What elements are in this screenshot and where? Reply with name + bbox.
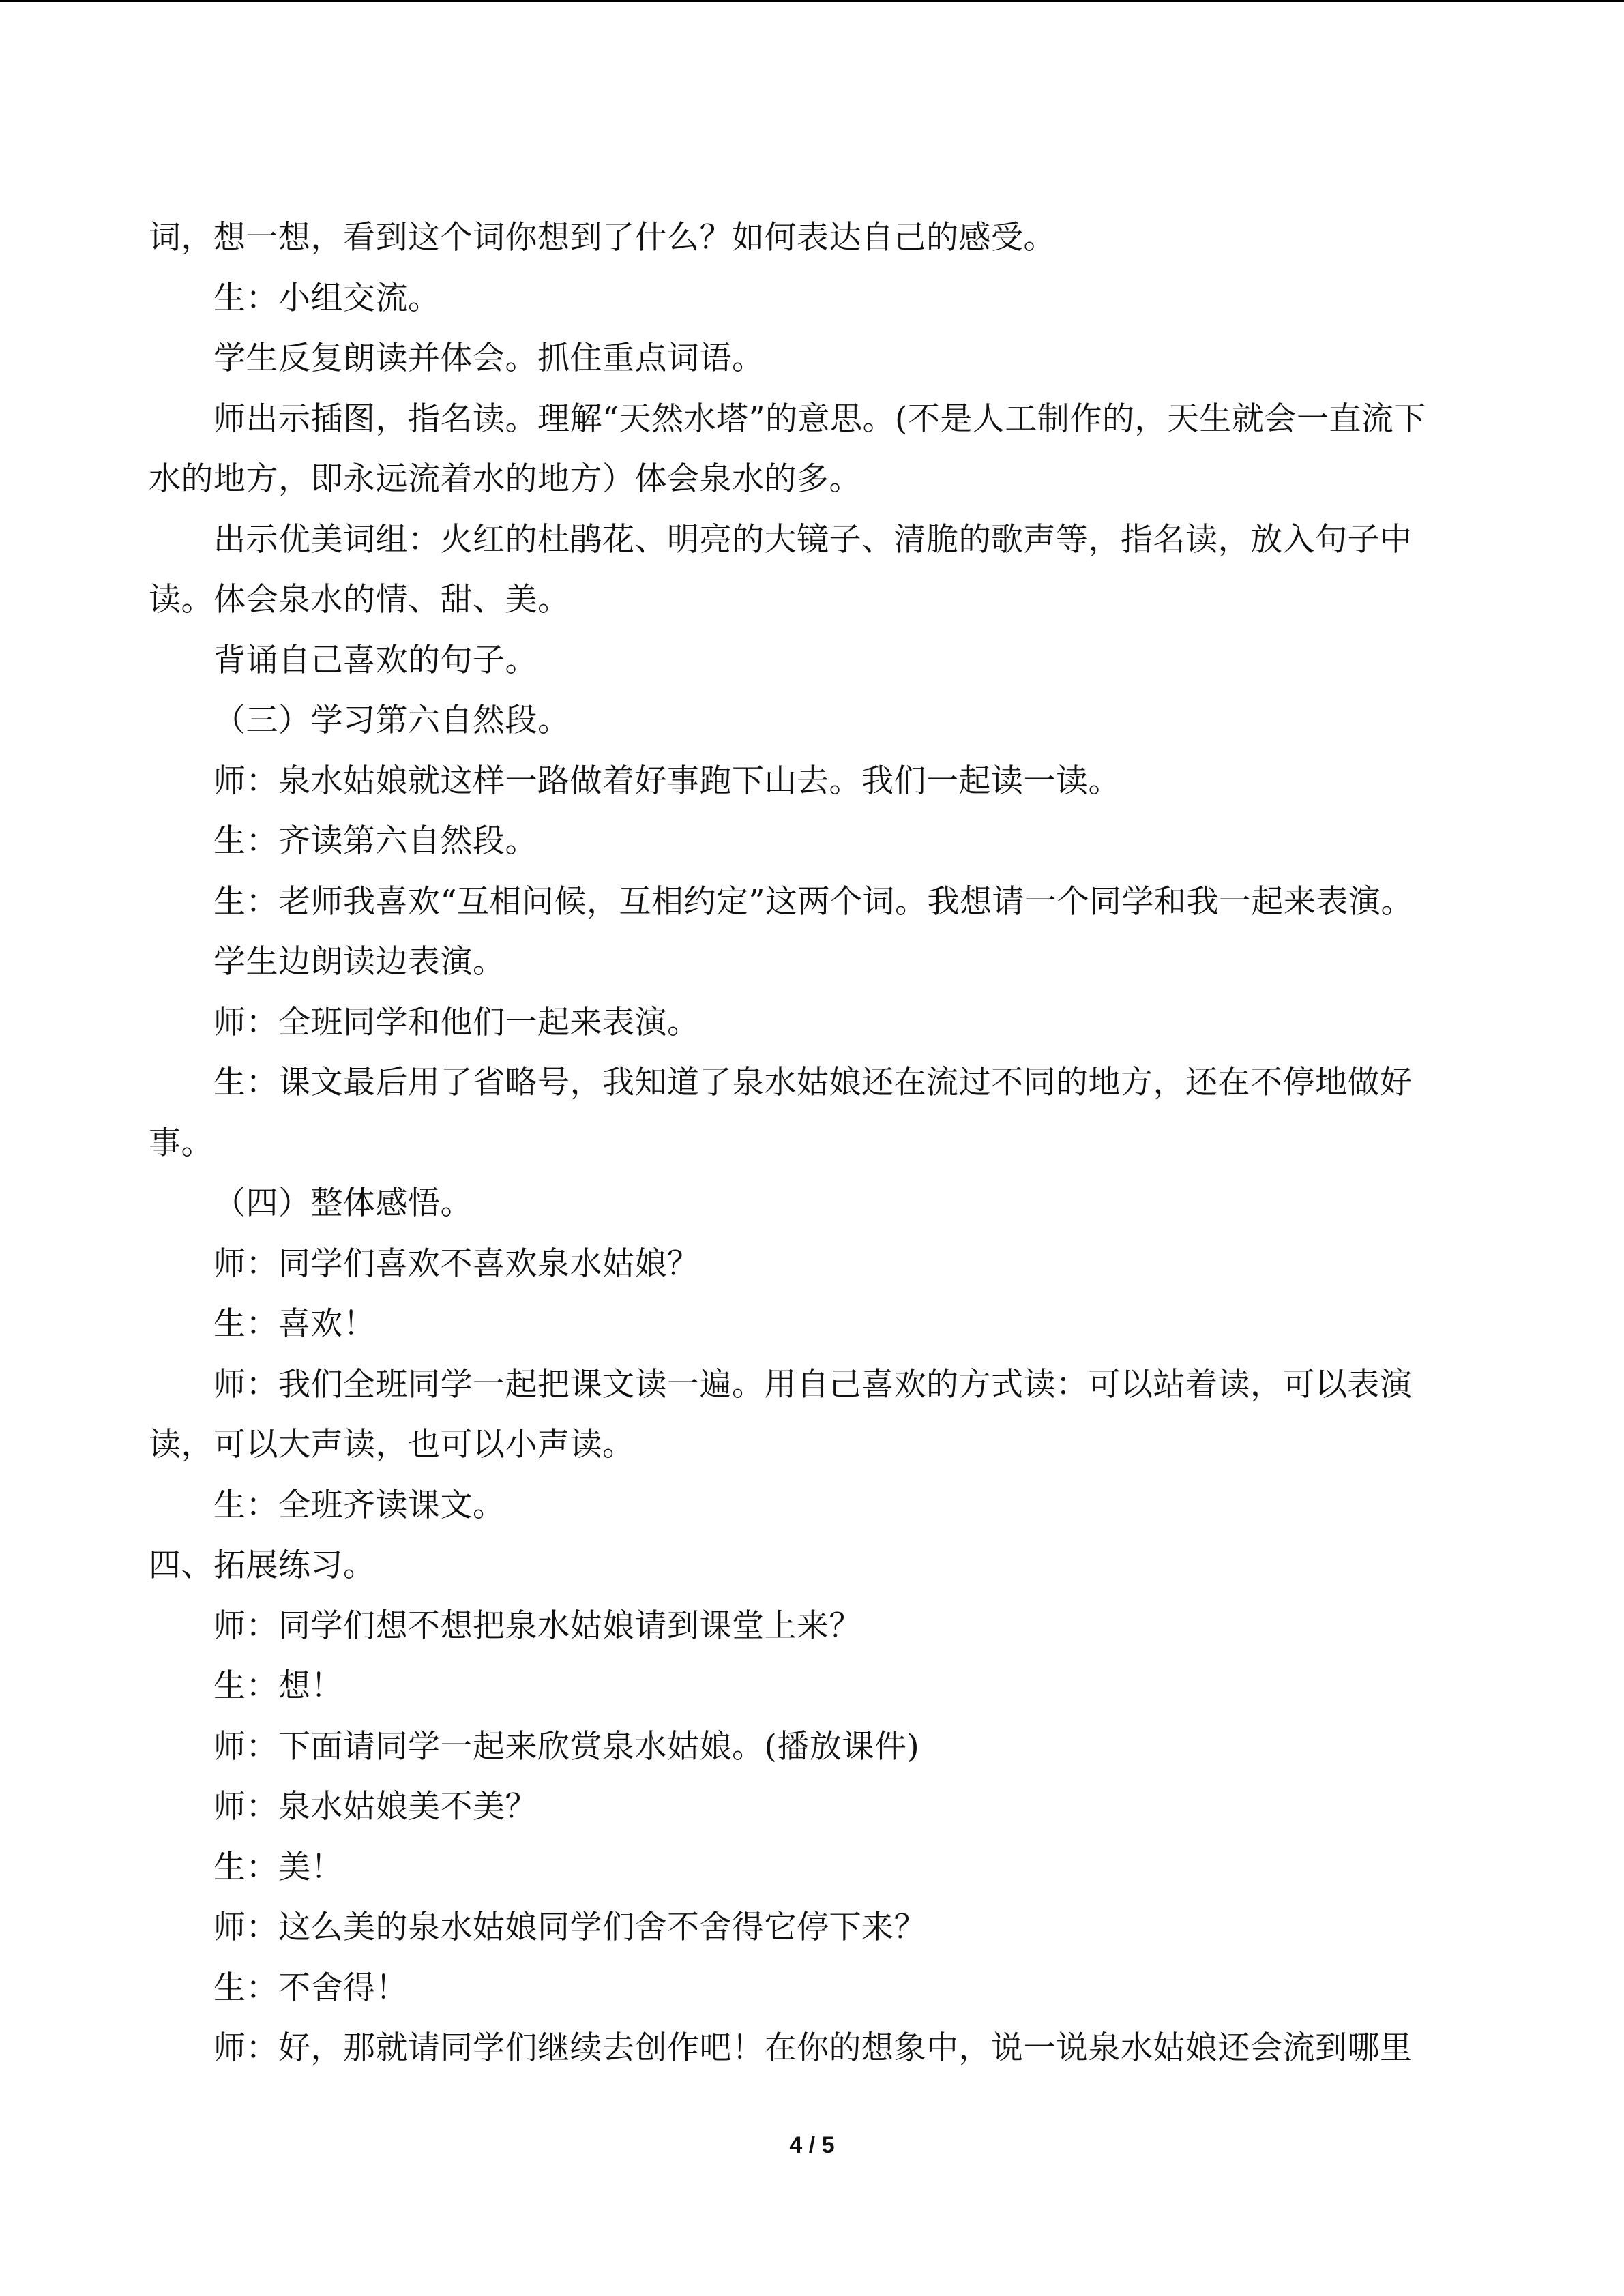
text-line: 师：同学们喜欢不喜欢泉水姑娘？: [213, 1244, 700, 1283]
text-line: 生：喜欢！: [213, 1305, 376, 1343]
text-line: 师：同学们想不想把泉水姑娘请到课堂上来？: [213, 1607, 861, 1645]
text-line: 事。: [149, 1124, 213, 1162]
text-line: 生：课文最后用了省略号，我知道了泉水姑娘还在流过不同的地方，还在不停地做好: [213, 1064, 1413, 1101]
text-line: 师：我们全班同学一起把课文读一遍。用自己喜欢的方式读：可以站着读，可以表演: [213, 1365, 1413, 1403]
text-line: 四、拓展练习。: [149, 1547, 376, 1584]
text-line: 读。体会泉水的情、甜、美。: [149, 581, 570, 618]
text-line: 生：全班齐读课文。: [213, 1486, 505, 1524]
text-line: 背诵自己喜欢的句子。: [213, 641, 537, 679]
text-line: 生：齐读第六自然段。: [213, 822, 537, 860]
top-border-line: [0, 0, 1624, 2]
text-line: 师：泉水姑娘美不美？: [213, 1788, 537, 1825]
text-line: 师：下面请同学一起来欣赏泉水姑娘。(播放课件): [213, 1727, 920, 1765]
text-line: 学生边朗读边表演。: [213, 943, 505, 981]
text-line: 师：这么美的泉水姑娘同学们舍不舍得它停下来？: [213, 1909, 926, 1946]
text-line: 读，可以大声读，也可以小声读。: [149, 1426, 635, 1463]
text-line: 师：好，那就请同学们继续去创作吧！在你的想象中，说一说泉水姑娘还会流到哪里: [213, 2029, 1413, 2067]
text-line: 师：全班同学和他们一起来表演。: [213, 1003, 700, 1041]
text-line: 学生反复朗读并体会。抓住重点词语。: [213, 340, 765, 377]
text-line: 生：不舍得！: [213, 1969, 408, 2007]
text-line: （三）学习第六自然段。: [213, 702, 570, 739]
text-line: （四）整体感悟。: [213, 1184, 473, 1222]
text-line: 生：老师我喜欢“互相问候，互相约定”这两个词。我想请一个同学和我一起来表演。: [213, 882, 1414, 921]
text-line: 词，想一想，看到这个词你想到了什么？如何表达自己的感受。: [149, 219, 1056, 256]
text-line: 生：小组交流。: [213, 279, 441, 317]
text-line: 生：美！: [213, 1848, 343, 1886]
text-line: 水的地方，即永远流着水的地方）体会泉水的多。: [149, 460, 861, 498]
page-number: 4 / 5: [789, 2132, 835, 2158]
text-line: 出示优美词组：火红的杜鹃花、明亮的大镜子、清脆的歌声等，指名读，放入句子中: [213, 520, 1413, 558]
text-line: 师出示插图，指名读。理解“天然水塔”的意思。(不是人工制作的，天生就会一直流下: [213, 400, 1426, 438]
document-body: [149, 208, 1486, 2079]
text-line: 师：泉水姑娘就这样一路做着好事跑下山去。我们一起读一读。: [213, 762, 1121, 800]
text-line: 生：想！: [213, 1667, 343, 1705]
